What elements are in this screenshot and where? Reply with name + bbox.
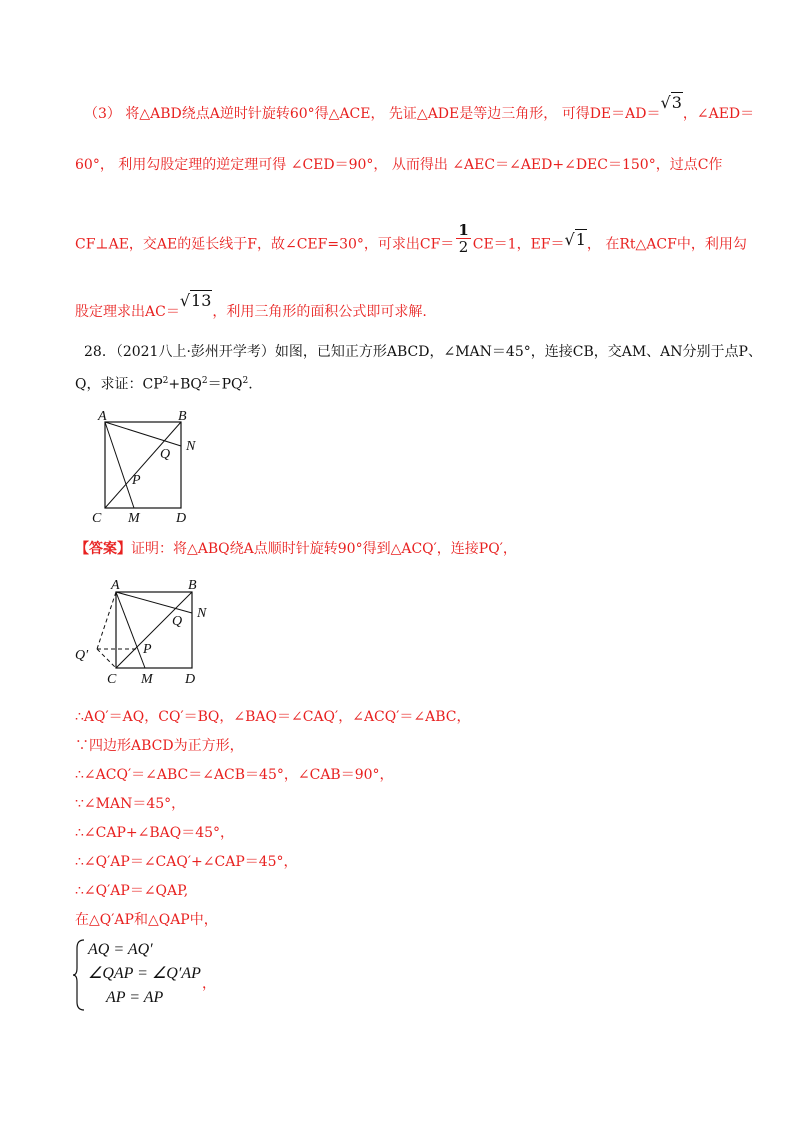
system-row-1: AQ = AQ′ <box>88 941 153 958</box>
sqrt-3-radicand: 3 <box>671 93 682 112</box>
fraction-numerator: 1 <box>458 221 469 239</box>
proof-step-text: ∴∠Q′AP＝∠CAQ′+∠CAP＝45°， <box>75 854 298 870</box>
label-q-prime: Q′ <box>75 648 89 663</box>
label-b: B <box>178 410 187 424</box>
proof-step-text: ∵∠MAN＝45°， <box>75 796 186 812</box>
fraction-denominator: 2 <box>458 238 469 256</box>
part3-line-2-text: 60°， 利用勾股定理的逆定理可得 ∠CED＝90°， 从而得出 ∠AEC＝∠AED+∠DEC＝150°，过点C作 <box>75 157 723 173</box>
answer-line <box>75 540 517 558</box>
part3-line-4-tail: ，利用三角形的面积公式即可求解. <box>212 304 427 320</box>
q28-part-c: ＝PQ <box>207 376 243 393</box>
question-28-line-1 <box>84 343 762 361</box>
superscript-2: 2 <box>162 376 169 386</box>
proof-step-4 <box>75 795 185 813</box>
figure-rotation <box>75 575 225 690</box>
sqrt-13-radicand: 13 <box>191 291 212 310</box>
segment-aq-prime <box>97 592 116 649</box>
label-n: N <box>197 606 207 621</box>
proof-step-3 <box>75 766 394 784</box>
label-q: Q <box>160 447 171 462</box>
segment-an <box>105 422 181 446</box>
part3-line-3-text: CF⊥AE，交AE的延长线于F，故∠CEF=30°，可求出CF＝ <box>75 236 455 253</box>
superscript-2: 2 <box>201 376 208 386</box>
part3-line-4 <box>75 291 427 321</box>
segment-cb <box>105 422 181 508</box>
part3-line-1-tail: ，∠AED＝ <box>682 106 755 122</box>
label-m: M <box>141 672 153 687</box>
system-row-2: ∠QAP = ∠Q′AP <box>88 965 201 982</box>
proof-step-text: ∵四边形ABCD为正方形， <box>75 738 244 754</box>
sqrt-13: √13 <box>179 291 212 310</box>
part3-line-3-mid: CE＝1，EF＝ <box>472 236 565 253</box>
label-n: N <box>186 439 196 454</box>
sqrt-1-radicand: 1 <box>575 229 586 249</box>
proof-step-text: ∴∠Q′AP＝∠QAP, <box>75 883 189 899</box>
system-tail <box>202 975 216 993</box>
label-d: D <box>185 672 196 687</box>
label-a: A <box>111 578 120 593</box>
proof-step-text: ∴∠ACQ′＝∠ABC＝∠ACB＝45°，∠CAB＝90°， <box>75 767 394 783</box>
part3-line-1-text: （3） 将△ABD绕点A逆时针旋转60°得△ACE， 先证△ADE是等边三角形， 可得DE＝AD＝ <box>84 106 661 122</box>
label-p: P <box>132 473 141 488</box>
label-c: C <box>107 672 117 687</box>
sqrt-1: √1 <box>564 229 586 249</box>
system-row-3: AP = AP <box>106 989 164 1006</box>
superscript-2: 2 <box>242 376 249 386</box>
question-28-line-2 <box>75 372 253 394</box>
sqrt-3: √3 <box>660 93 682 112</box>
proof-step-8 <box>75 911 218 929</box>
answer-tag: 【答案】 <box>75 541 131 557</box>
proof-step-5 <box>75 824 234 842</box>
part3-line-4-text: 股定理求出AC＝ <box>75 304 180 320</box>
label-q: Q <box>172 614 183 629</box>
segment-an <box>116 592 192 613</box>
label-m: M <box>128 511 140 526</box>
q28-part-d: . <box>248 376 253 393</box>
proof-step-2 <box>75 737 244 755</box>
label-c: C <box>92 511 102 526</box>
segment-am <box>116 592 145 668</box>
segment-cq-prime <box>97 649 116 668</box>
part3-line-3-tail: ， 在Rt△ACF中，利用勾 <box>586 236 747 253</box>
part3-line-3 <box>75 221 747 261</box>
label-p: P <box>143 642 152 657</box>
part3-line-1 <box>84 93 755 123</box>
figure-square-abcd <box>90 410 220 530</box>
proof-step-text: ∴AQ′＝AQ，CQ′＝BQ，∠BAQ＝∠CAQ′，∠ACQ′＝∠ABC， <box>75 709 471 725</box>
segment-cb <box>116 592 192 668</box>
question-28-text: 28．（2021八上·彭州开学考）如图，已知正方形ABCD，∠MAN＝45°，连接CB，交AM、AN分别于点P、 <box>84 344 762 360</box>
brace-shape <box>73 940 84 1010</box>
system-brace <box>72 938 86 1012</box>
label-a: A <box>98 410 107 424</box>
proof-step-6 <box>75 853 298 871</box>
q28-part-b: +BQ <box>168 376 202 393</box>
equation-system <box>88 938 201 1010</box>
proof-step-7 <box>75 882 188 900</box>
part3-line-2 <box>75 156 722 174</box>
label-d: D <box>176 511 187 526</box>
q28-part-a: Q，求证：CP <box>75 376 163 393</box>
proof-step-text: ∴∠CAP+∠BAQ＝45°， <box>75 825 235 841</box>
proof-step-text: 在△Q′AP和△QAP中， <box>75 912 218 928</box>
answer-intro: 证明：将△ABQ绕A点顺时针旋转90°得到△ACQ′，连接PQ′， <box>131 541 517 557</box>
system-tail-text: ， <box>202 976 216 992</box>
segment-am <box>105 422 134 508</box>
label-b: B <box>188 578 197 593</box>
fraction-one-half <box>456 222 470 255</box>
proof-step-1 <box>75 708 471 726</box>
